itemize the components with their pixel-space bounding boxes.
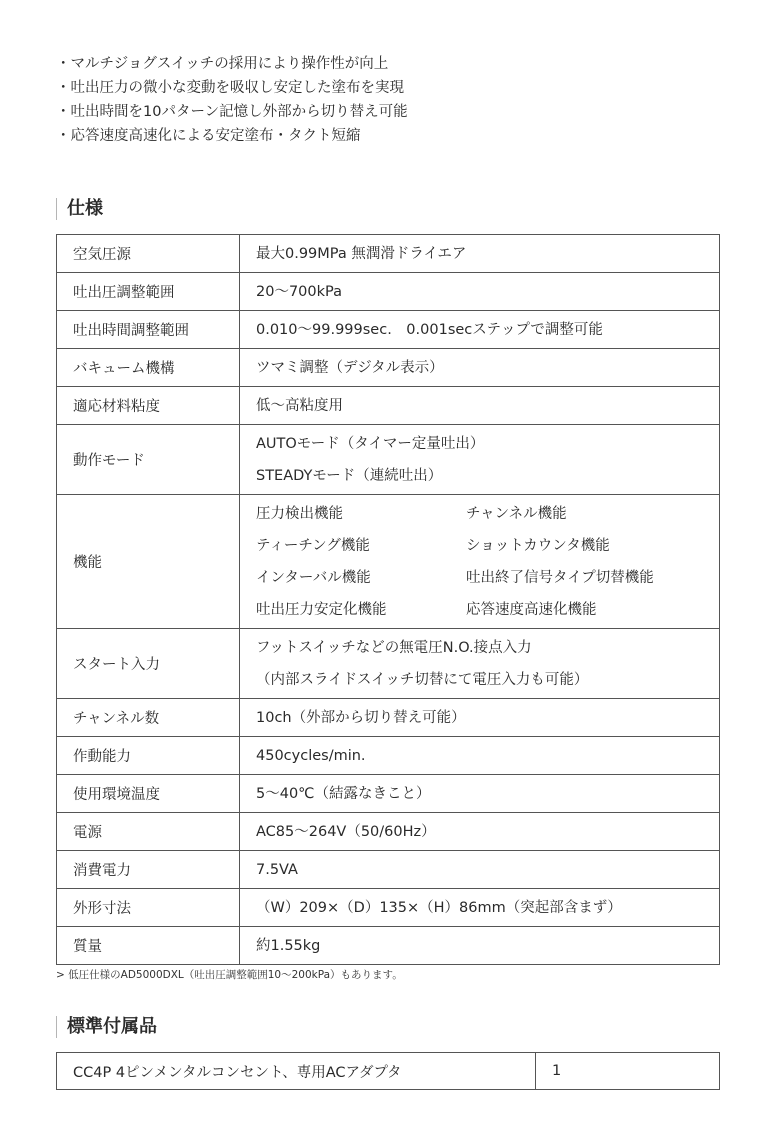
spec-value: [240, 775, 720, 813]
spec-label: 空気圧源: [57, 235, 240, 273]
spec-value-line: ツマミ調整（デジタル表示）: [256, 359, 444, 376]
spec-value-line: 0.010〜99.999sec. 0.001secステップで調整可能: [256, 321, 603, 338]
spec-label: 作動能力: [57, 737, 240, 775]
table-row: [57, 495, 720, 629]
spec-value-line: （内部スライドスイッチ切替にて電圧入力も可能）: [256, 671, 589, 688]
function-item: ティーチング機能: [256, 537, 370, 554]
spec-section-title: 仕様: [56, 198, 103, 220]
spec-value: [240, 387, 720, 425]
feature-item: ・吐出時間を10パターン記憶し外部から切り替え可能: [56, 104, 408, 120]
spec-label: 電源: [57, 813, 240, 851]
table-row: [57, 775, 720, 813]
feature-item: ・マルチジョグスイッチの採用により操作性が向上: [56, 56, 389, 72]
table-row: [57, 813, 720, 851]
spec-value-line: フットスイッチなどの無電圧N.O.接点入力: [256, 639, 532, 656]
spec-value: [240, 889, 720, 927]
table-row: [57, 1053, 720, 1090]
spec-value-line: AC85〜264V（50/60Hz）: [256, 823, 436, 840]
table-row: [57, 235, 720, 273]
spec-value: [240, 349, 720, 387]
spec-label: 吐出圧調整範囲: [57, 273, 240, 311]
feature-list: [56, 52, 408, 148]
spec-label: 質量: [57, 927, 240, 965]
spec-table: [56, 234, 720, 965]
spec-value-line: 10ch（外部から切り替え可能）: [256, 709, 466, 726]
spec-label: 動作モード: [57, 425, 240, 495]
table-row: [57, 311, 720, 349]
spec-label: 使用環境温度: [57, 775, 240, 813]
spec-value-line: 450cycles/min.: [256, 747, 366, 764]
spec-label: 機能: [57, 495, 240, 629]
spec-value: [240, 737, 720, 775]
table-row: [57, 889, 720, 927]
feature-item: ・吐出圧力の微小な変動を吸収し安定した塗布を実現: [56, 80, 404, 96]
spec-label: バキューム機構: [57, 349, 240, 387]
spec-label: 外形寸法: [57, 889, 240, 927]
table-row: [57, 851, 720, 889]
spec-label: 吐出時間調整範囲: [57, 311, 240, 349]
feature-item: ・応答速度高速化による安定塗布・タクト短縮: [56, 128, 361, 144]
table-row: [57, 349, 720, 387]
table-row: [57, 629, 720, 699]
accessory-qty: 1: [536, 1053, 720, 1090]
spec-value: [240, 699, 720, 737]
accessory-name: CC4P 4ピンメンタルコンセント、専用ACアダプタ: [57, 1053, 536, 1090]
table-row: [57, 737, 720, 775]
table-row: [57, 699, 720, 737]
spec-value-line: AUTOモード（タイマー定量吐出）: [256, 435, 485, 452]
spec-value-line: 低〜高粘度用: [256, 397, 343, 414]
spec-value-line: STEADYモード（連続吐出）: [256, 467, 443, 484]
spec-label: スタート入力: [57, 629, 240, 699]
spec-value: [240, 425, 720, 495]
function-item: 吐出圧力安定化機能: [256, 601, 387, 618]
table-row: [57, 425, 720, 495]
spec-label: 適応材料粘度: [57, 387, 240, 425]
table-row: [57, 273, 720, 311]
accessories-section-title: 標準付属品: [56, 1016, 157, 1038]
function-item: チャンネル機能: [466, 505, 567, 522]
function-item: インターバル機能: [256, 569, 371, 586]
spec-value: [240, 273, 720, 311]
function-item: 圧力検出機能: [256, 505, 343, 522]
table-row: [57, 927, 720, 965]
function-item: ショットカウンタ機能: [466, 537, 610, 554]
spec-value: [240, 311, 720, 349]
table-row: [57, 387, 720, 425]
spec-value-line: 約1.55kg: [256, 937, 321, 954]
spec-value-line: 20〜700kPa: [256, 283, 343, 300]
spec-label: チャンネル数: [57, 699, 240, 737]
function-item: 吐出終了信号タイプ切替機能: [466, 569, 654, 586]
spec-value: [240, 629, 720, 699]
spec-value-line: （W）209×（D）135×（H）86mm（突起部含まず）: [256, 899, 622, 916]
spec-value: [240, 851, 720, 889]
spec-value-line: 7.5VA: [256, 861, 298, 878]
spec-note: > 低圧仕様のAD5000DXL（吐出圧調整範囲10〜200kPa）もあります。: [56, 969, 403, 981]
spec-label: 消費電力: [57, 851, 240, 889]
spec-value: [240, 813, 720, 851]
accessories-table: [56, 1052, 720, 1090]
function-item: 応答速度高速化機能: [466, 601, 597, 618]
spec-value-line: 最大0.99MPa 無潤滑ドライエア: [256, 245, 467, 262]
function-grid: [256, 498, 703, 626]
spec-value: [240, 927, 720, 965]
spec-value-line: 5〜40℃（結露なきこと）: [256, 785, 431, 802]
spec-value: [240, 495, 720, 629]
spec-value: [240, 235, 720, 273]
